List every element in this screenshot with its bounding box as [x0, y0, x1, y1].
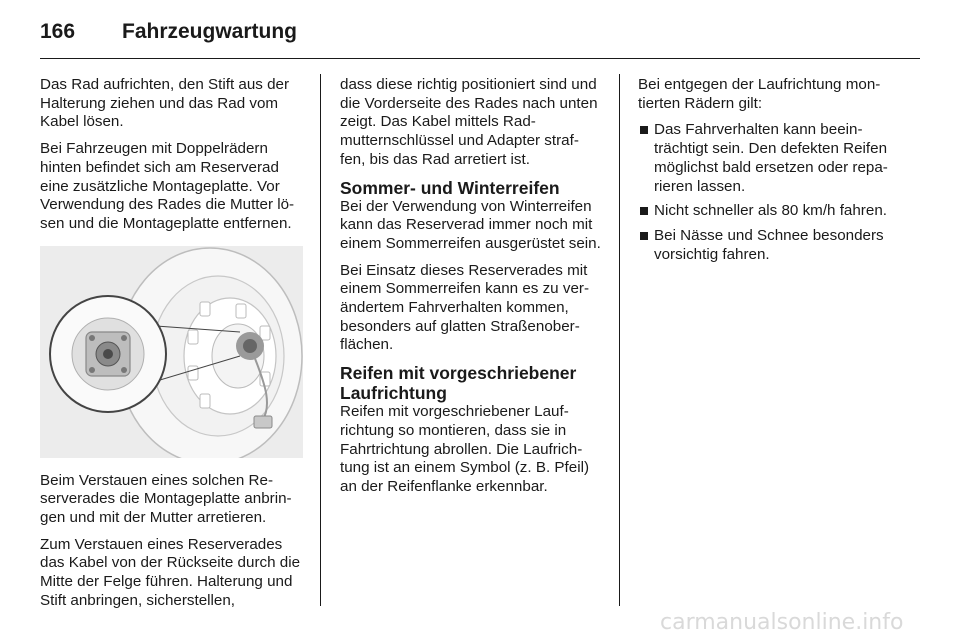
- column-2: [340, 76, 603, 505]
- paragraph: Bei entgegen der Laufrichtung mon-tierten Rädern gilt:: [638, 76, 881, 112]
- page-header: [40, 14, 920, 58]
- column-1: [40, 76, 303, 619]
- list-item-text: Nicht schneller als 80 km/h fahren.: [654, 202, 887, 220]
- header-rule: [40, 58, 920, 59]
- paragraph: Zum Verstauen eines Reserverades das Kabel von der Rückseite durch die Mitte der Felge führen. Halterung und Stift anbringen, sicherstellen,: [40, 535, 301, 609]
- paragraph: Bei Einsatz dieses Reserverades mit einem Sommerreifen kann es zu ver-ändertem Fahrverhalten kommen, besonders auf glatten Straßenober-flächen.: [340, 261, 590, 354]
- square-bullet-icon: [640, 207, 648, 215]
- paragraph: Das Rad aufrichten, den Stift aus der Halterung ziehen und das Rad vom Kabel lösen.: [40, 76, 290, 131]
- column-divider: [619, 74, 620, 606]
- column-divider: [320, 74, 321, 606]
- paragraph: Beim Verstauen eines solchen Re-serverades die Montageplatte anbrin-gen und mit der Mutter arretieren.: [40, 471, 292, 527]
- list-item: [638, 227, 906, 264]
- section-heading: Reifen mit vorgeschriebener Laufrichtung: [340, 363, 577, 404]
- paragraph: Reifen mit vorgeschriebener Lauf-richtung so montieren, dass sie in Fahrtrichtung abrollen. Die Laufrich-tung ist an einem Symbol (z. B. Pfeil) an der Reifenflanke erkennbar.: [340, 403, 590, 495]
- bullet-list: [638, 121, 906, 264]
- watermark: carmanualsonline.info: [660, 610, 904, 635]
- section-heading: Sommer- und Winterreifen: [340, 177, 560, 198]
- paragraph: dass diese richtig positioniert sind und die Vorderseite des Rades nach unten zeigt. Das Kabel mittels Rad-mutternschlüssel und Adapter straf-fen, bis das Rad arretiert ist.: [340, 76, 598, 168]
- list-item-text: Bei Nässe und Schnee besonders vorsichtig fahren.: [654, 226, 884, 263]
- chapter-title: Fahrzeugwartung: [122, 20, 298, 43]
- square-bullet-icon: [640, 232, 648, 240]
- list-item: [638, 121, 906, 196]
- spare-wheel-illustration: [40, 246, 303, 458]
- list-item: [638, 202, 906, 221]
- column-3: [638, 76, 906, 270]
- paragraph: Bei Fahrzeugen mit Doppelrädern hinten befindet sich am Reserverad eine zusätzliche Montageplatte. Vor Verwendung des Rades die Mutter lö-sen und die Montageplatte entfernen.: [40, 140, 295, 232]
- list-item-text: Das Fahrverhalten kann beein-trächtigt sein. Den defekten Reifen möglichst bald ersetzen oder repa-rieren lassen.: [654, 121, 888, 195]
- paragraph: Bei der Verwendung von Winterreifen kann das Reserverad immer noch mit einem Sommerreifen ausgerüstet sein.: [340, 197, 601, 252]
- page-number: 166: [40, 20, 76, 43]
- square-bullet-icon: [640, 126, 648, 134]
